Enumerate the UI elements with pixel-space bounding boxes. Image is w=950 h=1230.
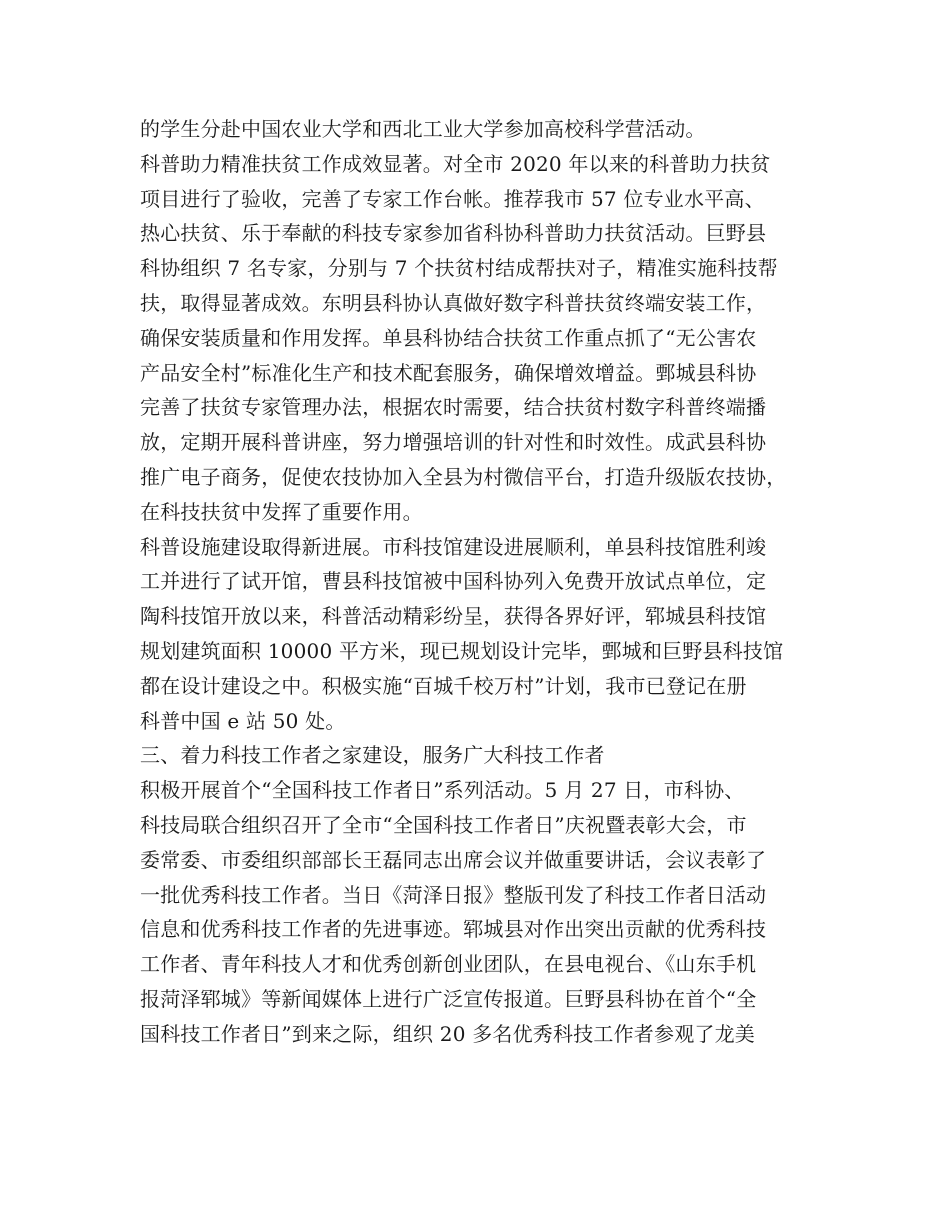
text-line: 扶，取得显著成效。东明县科协认真做好数字科普扶贫终端安装工作， [140, 290, 767, 315]
text-line: 的学生分赴中国农业大学和西北工业大学参加高校科学营活动。 [140, 117, 706, 141]
text-line: 推广电子商务，促使农技协加入全县为村微信平台，打造升级版农技协， [140, 464, 787, 489]
text-line: 在科技扶贫中发挥了重要作用。 [140, 499, 423, 524]
text-line: 信息和优秀科技工作者的先进事迹。郓城县对作出突出贡献的优秀科技 [140, 917, 767, 942]
text-line: 规划建筑面积 10000 平方米，现已规划设计完毕，鄄城和巨野县科技馆 [140, 638, 784, 663]
text-line: 工作者、青年科技人才和优秀创新创业团队，在县电视台、《山东手机 [140, 952, 757, 977]
text-line: 工并进行了试开馆，曹县科技馆被中国科协列入免费开放试点单位，定 [140, 569, 767, 594]
section-heading: 三、着力科技工作者之家建设，服务广大科技工作者 [140, 743, 605, 768]
text-line: 热心扶贫、乐于奉献的科技专家参加省科协科普助力扶贫活动。巨野县 [140, 221, 767, 246]
text-line: 项目进行了验收，完善了专家工作台帐。推荐我市 57 位专业水平高、 [140, 186, 765, 211]
text-line: 国科技工作者日”到来之际，组织 20 多名优秀科技工作者参观了龙美 [140, 1021, 755, 1046]
text-line: 都在设计建设之中。积极实施“百城千校万村”计划，我市已登记在册 [140, 673, 747, 698]
text-line: 科普设施建设取得新进展。市科技馆建设进展顺利，单县科技馆胜利竣 [140, 534, 767, 559]
text-line: 委常委、市委组织部部长王磊同志出席会议并做重要讲话，会议表彰了 [140, 847, 767, 872]
text-line: 科普助力精准扶贫工作成效显著。对全市 2020 年以来的科普助力扶贫 [140, 151, 771, 176]
text-line: 科协组织 7 名专家，分别与 7 个扶贫村结成帮扶对子，精准实施科技帮 [140, 256, 778, 281]
text-line: 完善了扶贫专家管理办法，根据农时需要，结合扶贫村数字科普终端播 [140, 395, 767, 420]
text-line: 积极开展首个“全国科技工作者日”系列活动。5 月 27 日，市科协、 [140, 778, 745, 803]
text-line: 报菏泽郓城》等新闻媒体上进行广泛宣传报道。巨野县科协在首个“全 [140, 986, 757, 1011]
text-line: 产品安全村”标准化生产和技术配套服务，确保增效增益。鄄城县科协 [140, 360, 757, 385]
text-line: 确保安装质量和作用发挥。单县科协结合扶贫工作重点抓了“无公害农 [140, 325, 757, 350]
text-line: 陶科技馆开放以来，科普活动精彩纷呈，获得各界好评，郓城县科技馆 [140, 604, 767, 629]
text-line: 放，定期开展科普讲座，努力增强培训的针对性和时效性。成武县科协 [140, 430, 767, 455]
text-line: 一批优秀科技工作者。当日《菏泽日报》整版刊发了科技工作者日活动 [140, 882, 767, 907]
body-text [140, 112, 840, 1052]
text-line: 科技局联合组织召开了全市“全国科技工作者日”庆祝暨表彰大会，市 [140, 812, 747, 837]
text-line: 科普中国 e 站 50 处。 [140, 708, 346, 733]
